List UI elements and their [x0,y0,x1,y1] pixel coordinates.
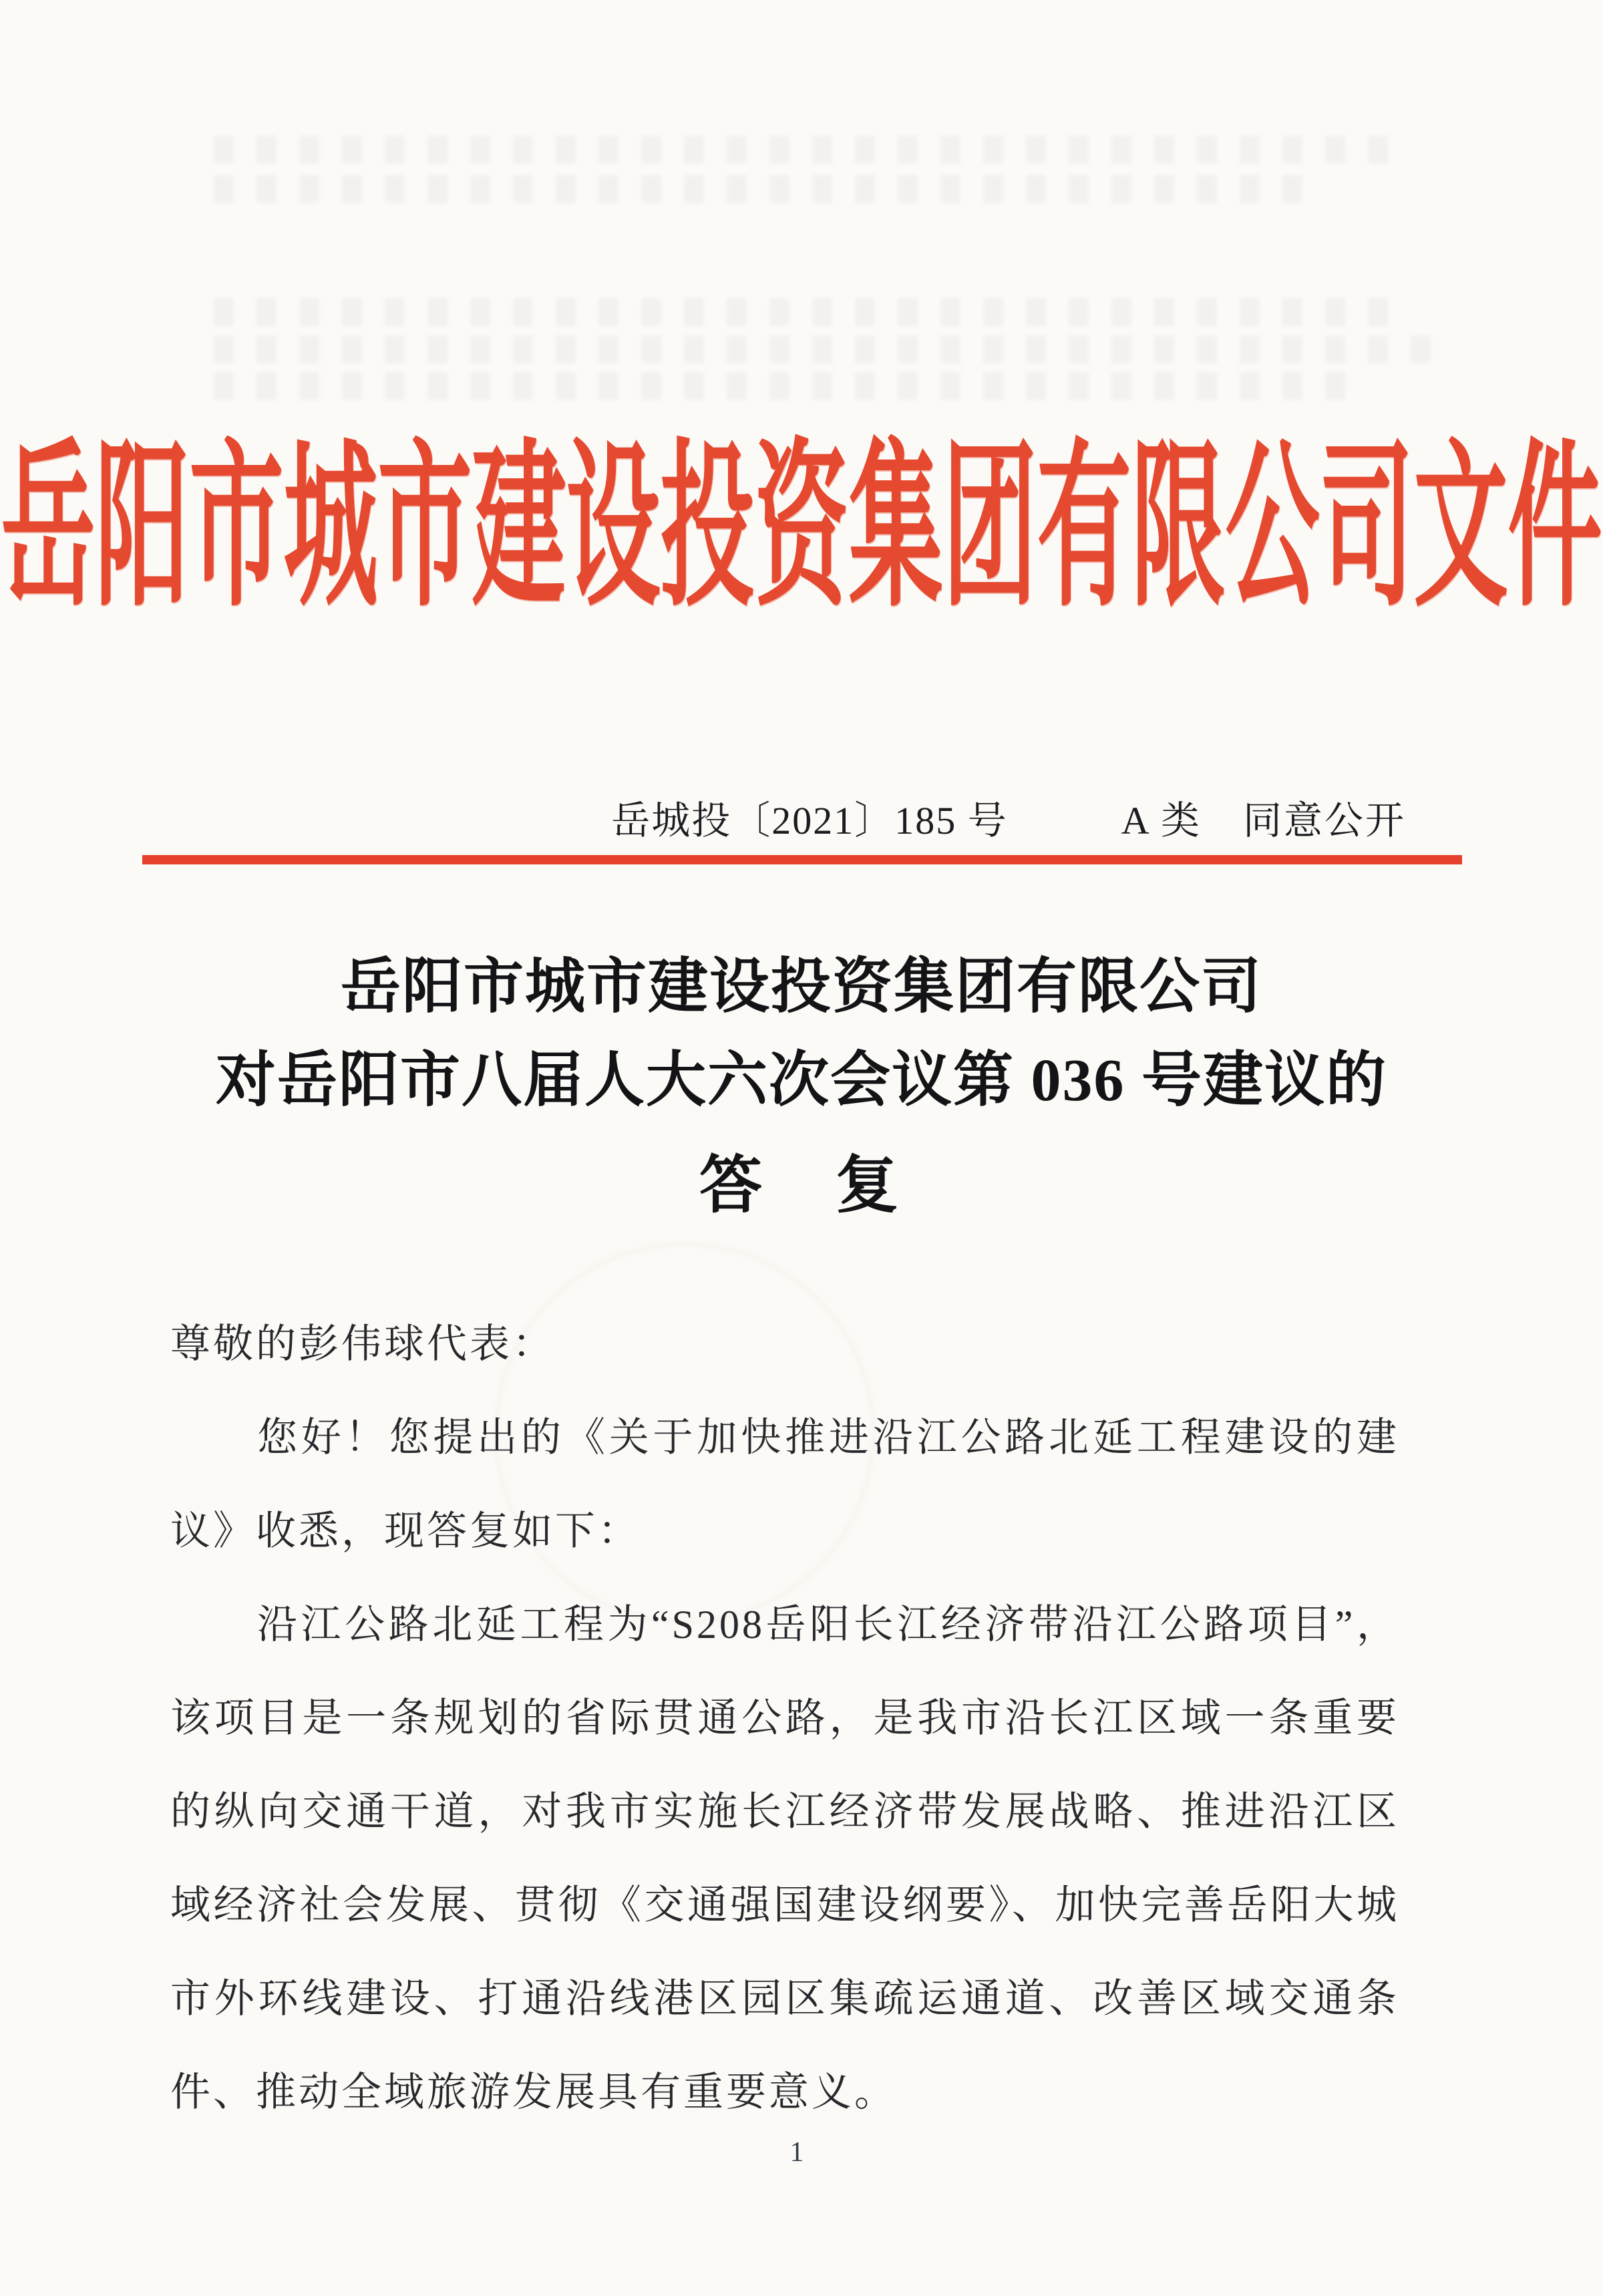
bleedthrough-ghost [214,175,1316,203]
classification-label: A 类 [1121,799,1202,842]
red-letterhead-banner: 岳阳市城市建设投资集团有限公司文件 [1,430,1602,628]
classification-group [1121,796,1406,846]
document-title-line-2: 对岳阳市八届人大六次会议第 036 号建议的 [216,1047,1387,1114]
reference-number: 岳城投〔2021〕185 号 [611,799,1008,842]
publicity-label: 同意公开 [1242,799,1406,842]
body-paragraph: 沿江公路北延工程为“S208岳阳长江经济带沿江公路项目”，该项目是一条规划的省际贯通公路，是我市沿长江区域一条重要的纵向交通干道，对我市实施长江经济带发展战略、推进沿江区域经济社会发展、贯彻《交通强国建设纲要》、加快完善岳阳大城市外环线建设、打通沿线港区园区集疏运通道、改善区域交通条件、推动全域旅游发展具有重要意义。 [170,1603,1399,2114]
body-paragraph: 您好！您提出的《关于加快推进沿江公路北延工程建设的建议》收悉，现答复如下： [170,1416,1399,1553]
red-divider-rule [142,855,1462,864]
document-body [170,1297,1399,2139]
bleedthrough-ghost [214,335,1436,363]
bleedthrough-ghost [214,136,1403,164]
salutation: 尊敬的彭伟球代表： [170,1322,555,1366]
document-title-line-3: 答 复 [699,1151,904,1220]
bleedthrough-ghost [214,372,1349,400]
page-number: 1 [789,2137,804,2168]
reference-number-row [0,796,1603,846]
bleedthrough-ghost [214,298,1403,326]
document-title-line-1: 岳阳市城市建设投资集团有限公司 [341,954,1262,1020]
